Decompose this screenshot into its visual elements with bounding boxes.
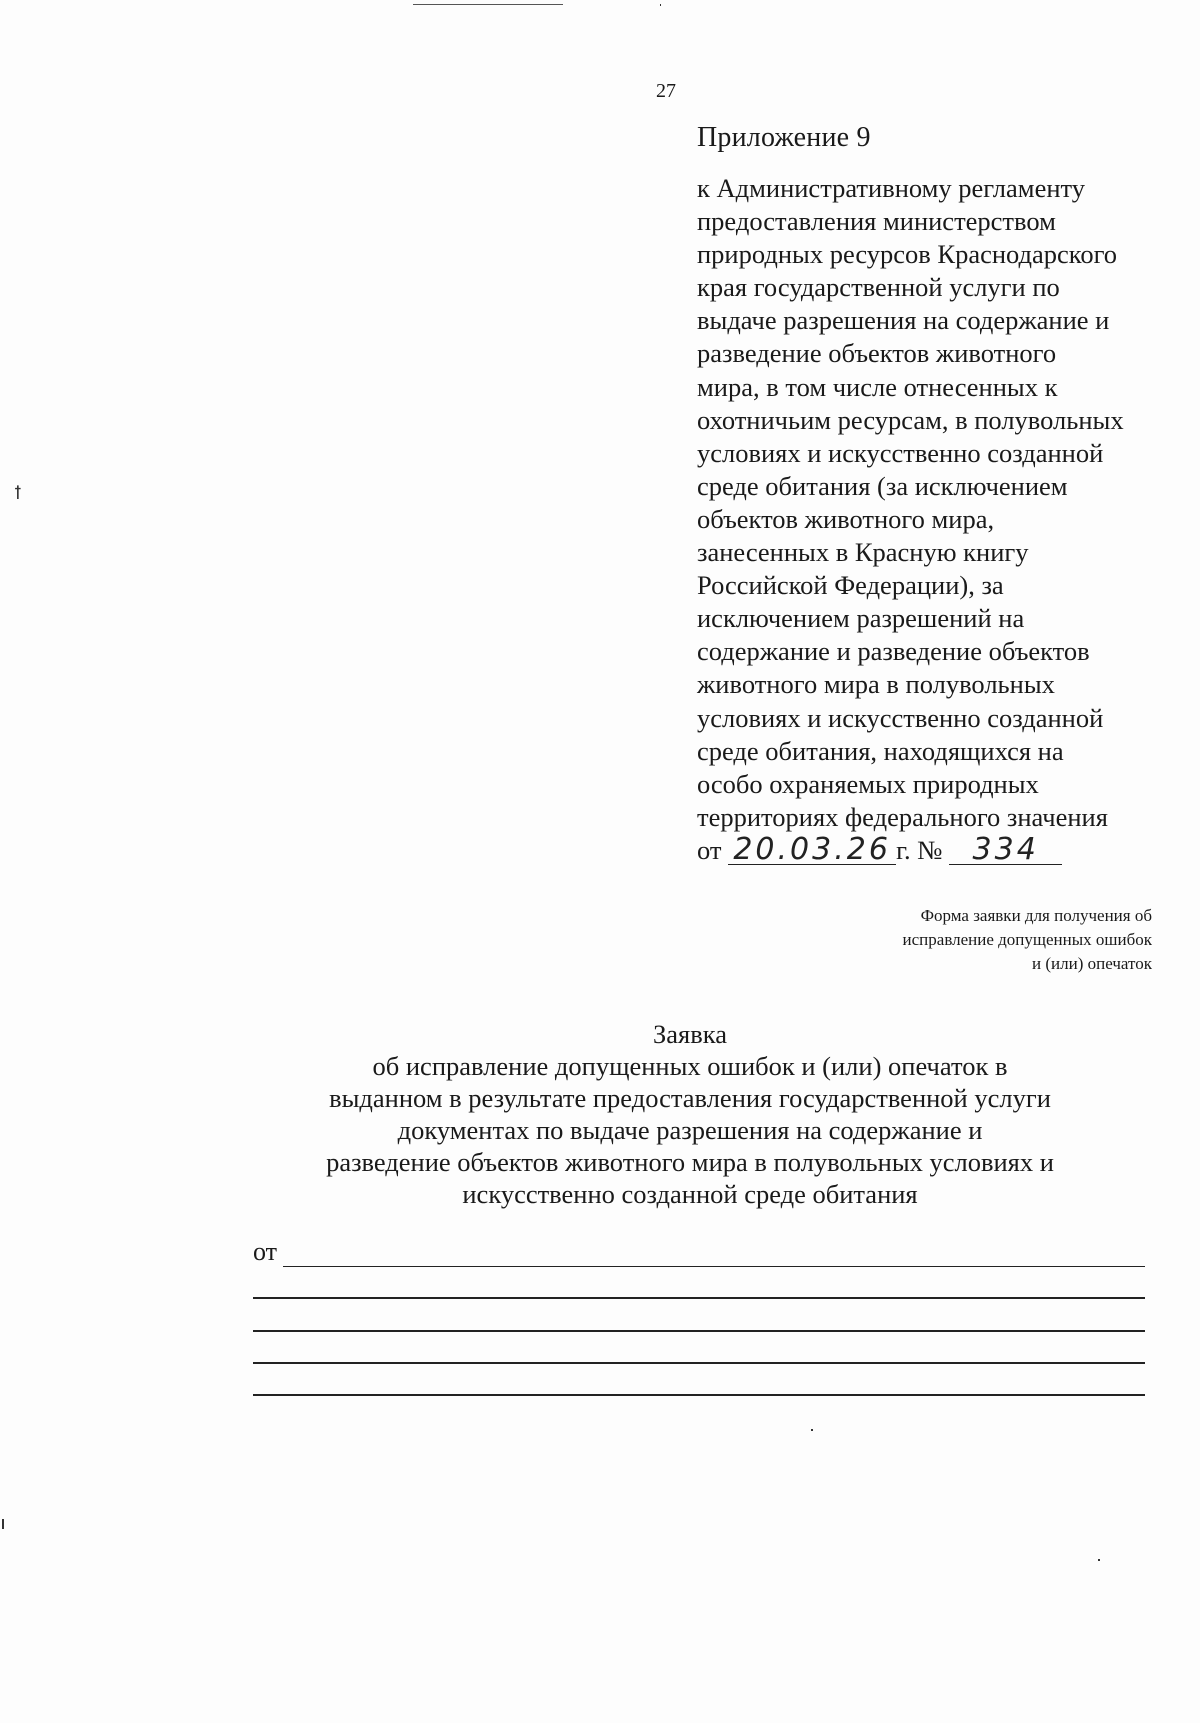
applicant-field-line[interactable] bbox=[283, 1266, 1145, 1268]
from-label: от bbox=[253, 1237, 278, 1266]
scan-artifact-tick bbox=[2, 1519, 4, 1529]
appendix-line: охотничьим ресурсам, в полувольных bbox=[697, 404, 1124, 435]
handwritten-date: 20.03.26 bbox=[728, 836, 896, 865]
request-heading-line: об исправление допущенных ошибок и (или) опечаток в bbox=[372, 1051, 1008, 1081]
scan-artifact-dot bbox=[1098, 1559, 1100, 1561]
appendix-line: природных ресурсов Краснодарского bbox=[697, 239, 1118, 270]
request-heading-line: документах по выдаче разрешения на содержание и bbox=[397, 1115, 983, 1145]
appendix-line: разведение объектов животного bbox=[697, 338, 1057, 369]
scan-artifact-dot bbox=[660, 4, 661, 6]
scan-artifact-dot bbox=[811, 1429, 813, 1431]
appendix-line: мира, в том числе отнесенных к bbox=[697, 371, 1058, 402]
regulation-date-number bbox=[697, 832, 1062, 867]
appendix-line: Российской Федерации), за bbox=[697, 570, 1004, 601]
applicant-field-line[interactable] bbox=[253, 1330, 1145, 1332]
appendix-title: Приложение 9 bbox=[697, 122, 871, 153]
appendix-line: исключением разрешений на bbox=[697, 603, 1025, 634]
appendix-line: особо охраняемых природных bbox=[697, 768, 1039, 799]
form-note bbox=[732, 904, 1152, 976]
request-heading bbox=[250, 1018, 1130, 1210]
page-number: 27 bbox=[656, 80, 676, 102]
appendix-line: территориях федерального значения bbox=[697, 801, 1108, 832]
form-note-line: исправление допущенных ошибок bbox=[902, 930, 1152, 949]
appendix-line: занесенных в Красную книгу bbox=[697, 537, 1029, 568]
appendix-line: содержание и разведение объектов bbox=[697, 636, 1090, 667]
applicant-fields bbox=[253, 1235, 1145, 1267]
request-title: Заявка bbox=[653, 1019, 727, 1049]
request-heading-line: выданном в результате предоставления государственной услуги bbox=[329, 1083, 1051, 1113]
request-heading-line: искусственно созданной среде обитания bbox=[462, 1179, 918, 1209]
appendix-line: животного мира в полувольных bbox=[697, 669, 1055, 700]
appendix-line: условиях и искусственно созданной bbox=[697, 437, 1104, 468]
request-heading-line: разведение объектов животного мира в полувольных условиях и bbox=[326, 1147, 1054, 1177]
appendix-description bbox=[697, 172, 1167, 834]
appendix-line: к Административному регламенту bbox=[697, 173, 1085, 203]
form-note-line: и (или) опечаток bbox=[1032, 954, 1152, 973]
appendix-line: объектов животного мира, bbox=[697, 503, 995, 534]
appendix-line: края государственной услуги по bbox=[697, 272, 1060, 303]
date-prefix: от bbox=[697, 835, 722, 865]
appendix-line: среде обитания (за исключением bbox=[697, 470, 1068, 501]
handwritten-number: 334 bbox=[949, 836, 1062, 865]
appendix-line: условиях и искусственно созданной bbox=[697, 702, 1104, 733]
appendix-line: предоставления министерством bbox=[697, 206, 1056, 237]
scan-artifact-line bbox=[413, 4, 563, 5]
applicant-field-line[interactable] bbox=[253, 1362, 1145, 1364]
appendix-line: выдаче разрешения на содержание и bbox=[697, 305, 1110, 336]
applicant-field-line[interactable] bbox=[253, 1297, 1145, 1299]
year-number-label: г. № bbox=[896, 835, 943, 865]
applicant-field-line[interactable] bbox=[253, 1394, 1145, 1396]
appendix-line: среде обитания, находящихся на bbox=[697, 735, 1064, 766]
form-note-line: Форма заявки для получения об bbox=[920, 906, 1152, 925]
from-row bbox=[253, 1235, 1145, 1267]
margin-mark: ꝉ bbox=[14, 483, 22, 503]
